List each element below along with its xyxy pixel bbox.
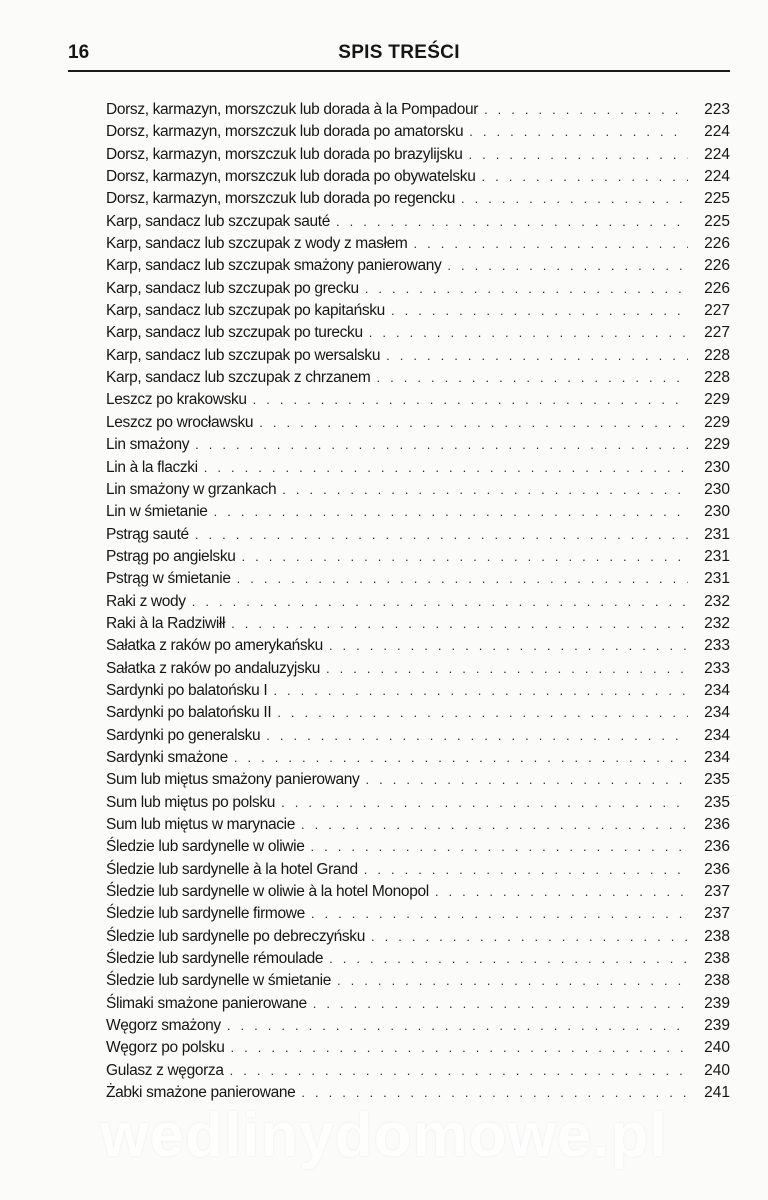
toc-entry-page: 230 bbox=[704, 480, 730, 498]
toc-entry bbox=[106, 121, 730, 143]
toc-entry-page: 227 bbox=[704, 324, 730, 342]
dot-leader bbox=[301, 814, 688, 836]
toc-entry-page: 232 bbox=[704, 592, 730, 610]
toc-entry-title: Leszcz po wrocławsku bbox=[106, 413, 254, 431]
toc-entry-title: Pstrąg sauté bbox=[106, 525, 189, 543]
toc-entry-title: Żabki smażone panierowane bbox=[106, 1084, 296, 1102]
toc-entry-title: Gulasz z węgorza bbox=[106, 1061, 224, 1079]
dot-leader bbox=[277, 702, 688, 724]
toc-entry-page: 226 bbox=[704, 257, 730, 275]
table-of-contents bbox=[106, 99, 730, 1104]
toc-entry bbox=[106, 211, 730, 233]
toc-entry-title: Karp, sandacz lub szczupak z wody z masłem bbox=[106, 235, 408, 253]
toc-entry-page: 236 bbox=[704, 838, 730, 856]
toc-entry-title: Karp, sandacz lub szczupak po grecku bbox=[106, 279, 359, 297]
toc-entry bbox=[106, 926, 730, 948]
toc-entry bbox=[106, 993, 730, 1015]
toc-entry bbox=[106, 859, 730, 881]
toc-entry bbox=[106, 188, 730, 210]
toc-entry-title: Sum lub miętus w marynacie bbox=[106, 816, 296, 833]
toc-entry-page: 239 bbox=[704, 994, 730, 1012]
toc-entry bbox=[106, 166, 730, 188]
toc-entry-title: Karp, sandacz lub szczupak z chrzanem bbox=[106, 369, 371, 387]
toc-entry-title: Leszcz po krakowsku bbox=[106, 391, 247, 409]
toc-entry bbox=[106, 233, 730, 255]
dot-leader bbox=[364, 859, 688, 881]
toc-entry-page: 234 bbox=[704, 704, 730, 722]
toc-entry-page: 225 bbox=[704, 212, 730, 230]
toc-entry bbox=[106, 613, 730, 635]
toc-entry-title: Karp, sandacz lub szczupak sauté bbox=[106, 212, 331, 230]
toc-entry-title: Śledzie lub sardynelle w oliwie à la hotel Monopol bbox=[106, 883, 429, 901]
dot-leader bbox=[242, 546, 689, 568]
dot-leader bbox=[237, 568, 688, 590]
toc-entry bbox=[106, 1015, 730, 1037]
toc-entry-page: 224 bbox=[704, 145, 730, 163]
toc-entry-title: Lin smażony w grzankach bbox=[106, 480, 277, 498]
toc-entry bbox=[106, 144, 730, 166]
toc-entry-page: 228 bbox=[704, 346, 730, 364]
toc-entry-page: 236 bbox=[704, 816, 730, 833]
dot-leader bbox=[234, 747, 688, 769]
toc-entry bbox=[106, 524, 730, 546]
toc-entry-page: 233 bbox=[704, 659, 730, 677]
toc-entry-page: 226 bbox=[704, 235, 730, 253]
toc-entry-title: Sardynki po balatońsku II bbox=[106, 704, 272, 722]
toc-entry-title: Karp, sandacz lub szczupak smażony panierowany bbox=[106, 257, 442, 275]
dot-leader bbox=[311, 903, 688, 925]
toc-entry bbox=[106, 1037, 730, 1059]
toc-entry bbox=[106, 970, 730, 992]
toc-entry-title: Pstrąg po angielsku bbox=[106, 547, 236, 565]
toc-entry bbox=[106, 345, 730, 367]
dot-leader bbox=[435, 881, 688, 903]
toc-entry-page: 229 bbox=[704, 436, 730, 454]
toc-entry bbox=[106, 725, 730, 747]
dot-leader bbox=[230, 1060, 688, 1082]
toc-entry-title: Śledzie lub sardynelle firmowe bbox=[106, 905, 305, 923]
toc-entry bbox=[106, 881, 730, 903]
toc-entry bbox=[106, 457, 730, 479]
toc-entry-title: Dorsz, karmazyn, morszczuk lub dorada po regencku bbox=[106, 190, 455, 208]
dot-leader bbox=[481, 166, 688, 188]
dot-leader bbox=[253, 389, 688, 411]
toc-entry-page: 238 bbox=[704, 927, 730, 945]
toc-entry-page: 235 bbox=[704, 771, 730, 789]
toc-entry-page: 240 bbox=[704, 1061, 730, 1079]
dot-leader bbox=[227, 1015, 688, 1037]
toc-entry-page: 224 bbox=[704, 123, 730, 141]
toc-entry-title: Dorsz, karmazyn, morszczuk lub dorada po obywatelsku bbox=[106, 168, 476, 186]
dot-leader bbox=[329, 635, 688, 657]
toc-entry-page: 225 bbox=[704, 190, 730, 208]
toc-entry bbox=[106, 367, 730, 389]
toc-entry-title: Dorsz, karmazyn, morszczuk lub dorada po brazylijsku bbox=[106, 145, 463, 163]
toc-entry-page: 227 bbox=[704, 302, 730, 320]
dot-leader bbox=[204, 457, 688, 479]
dot-leader bbox=[376, 367, 688, 389]
toc-entry-title: Sardynki po generalsku bbox=[106, 726, 261, 744]
dot-leader bbox=[259, 412, 688, 434]
toc-entry bbox=[106, 501, 730, 523]
dot-leader bbox=[365, 278, 688, 300]
toc-entry-page: 231 bbox=[704, 570, 730, 588]
toc-entry-title: Śledzie lub sardynelle po debreczyńsku bbox=[106, 927, 365, 945]
dot-leader bbox=[214, 501, 688, 523]
toc-entry-title: Śledzie lub sardynelle à la hotel Grand bbox=[106, 860, 358, 878]
dot-leader bbox=[266, 725, 688, 747]
toc-entry-title: Śledzie lub sardynelle w oliwie bbox=[106, 838, 305, 856]
toc-entry bbox=[106, 546, 730, 568]
toc-entry-page: 238 bbox=[704, 972, 730, 990]
toc-entry-title: Karp, sandacz lub szczupak po wersalsku bbox=[106, 346, 381, 364]
dot-leader bbox=[336, 211, 688, 233]
toc-entry-title: Karp, sandacz lub szczupak po turecku bbox=[106, 324, 363, 342]
toc-entry-title: Lin à la flaczki bbox=[106, 458, 198, 476]
toc-entry bbox=[106, 322, 730, 344]
toc-entry-page: 234 bbox=[704, 748, 730, 766]
toc-entry-title: Sum lub miętus smażony panierowany bbox=[106, 771, 360, 789]
toc-entry-title: Lin smażony bbox=[106, 436, 190, 454]
toc-entry bbox=[106, 591, 730, 613]
toc-entry bbox=[106, 1060, 730, 1082]
toc-entry-title: Sum lub miętus po polsku bbox=[106, 793, 276, 811]
toc-entry bbox=[106, 1082, 730, 1104]
toc-entry bbox=[106, 300, 730, 322]
toc-entry bbox=[106, 389, 730, 411]
toc-entry-page: 231 bbox=[704, 547, 730, 565]
dot-leader bbox=[369, 322, 688, 344]
toc-entry-title: Raki à la Radziwiłł bbox=[106, 614, 226, 632]
dot-leader bbox=[365, 769, 688, 791]
dot-leader bbox=[311, 836, 688, 858]
toc-entry-page: 240 bbox=[704, 1039, 730, 1057]
page-header bbox=[68, 42, 730, 72]
watermark: wedlinydomowe.pl bbox=[100, 1101, 668, 1170]
toc-entry-page: 236 bbox=[704, 860, 730, 878]
dot-leader bbox=[195, 524, 688, 546]
toc-entry bbox=[106, 479, 730, 501]
dot-leader bbox=[469, 121, 688, 143]
toc-entry-title: Sałatka z raków po andaluzyjsku bbox=[106, 659, 321, 677]
toc-entry bbox=[106, 278, 730, 300]
toc-entry-page: 231 bbox=[704, 525, 730, 543]
toc-entry-title: Węgorz po polsku bbox=[106, 1039, 225, 1057]
toc-entry bbox=[106, 948, 730, 970]
toc-entry-title: Lin w śmietanie bbox=[106, 503, 208, 521]
toc-entry-page: 241 bbox=[704, 1084, 730, 1102]
dot-leader bbox=[413, 233, 688, 255]
toc-entry-page: 237 bbox=[704, 883, 730, 901]
toc-entry bbox=[106, 635, 730, 657]
toc-entry-page: 234 bbox=[704, 681, 730, 699]
dot-leader bbox=[282, 479, 688, 501]
toc-entry bbox=[106, 747, 730, 769]
toc-entry bbox=[106, 903, 730, 925]
dot-leader bbox=[281, 792, 688, 814]
toc-entry-page: 224 bbox=[704, 168, 730, 186]
dot-leader bbox=[371, 926, 688, 948]
toc-entry-page: 230 bbox=[704, 458, 730, 476]
toc-entry-title: Pstrąg w śmietanie bbox=[106, 570, 231, 588]
toc-entry-title: Węgorz smażony bbox=[106, 1017, 221, 1035]
dot-leader bbox=[447, 255, 688, 277]
dot-leader bbox=[313, 993, 688, 1015]
toc-entry-title: Sałatka z raków po amerykańsku bbox=[106, 637, 323, 655]
toc-entry-page: 226 bbox=[704, 279, 730, 297]
dot-leader bbox=[391, 300, 688, 322]
toc-entry bbox=[106, 255, 730, 277]
dot-leader bbox=[329, 948, 688, 970]
toc-entry bbox=[106, 434, 730, 456]
toc-entry-title: Sardynki po balatońsku I bbox=[106, 681, 268, 699]
dot-leader bbox=[326, 658, 688, 680]
toc-entry-page: 235 bbox=[704, 793, 730, 811]
toc-entry-title: Sardynki smażone bbox=[106, 748, 228, 766]
toc-entry-page: 223 bbox=[704, 101, 730, 118]
toc-entry bbox=[106, 814, 730, 836]
dot-leader bbox=[484, 99, 688, 121]
dot-leader bbox=[337, 970, 688, 992]
toc-entry bbox=[106, 680, 730, 702]
toc-entry-title: Karp, sandacz lub szczupak po kapitańsku bbox=[106, 302, 385, 320]
toc-entry bbox=[106, 99, 730, 121]
dot-leader bbox=[469, 144, 688, 166]
toc-entry-page: 239 bbox=[704, 1017, 730, 1035]
toc-entry bbox=[106, 769, 730, 791]
toc-entry-title: Śledzie lub sardynelle w śmietanie bbox=[106, 972, 332, 990]
toc-entry bbox=[106, 836, 730, 858]
dot-leader bbox=[273, 680, 688, 702]
dot-leader bbox=[301, 1082, 688, 1104]
dot-leader bbox=[461, 188, 688, 210]
dot-leader bbox=[386, 345, 688, 367]
toc-entry-title: Raki z wody bbox=[106, 592, 186, 610]
toc-entry bbox=[106, 658, 730, 680]
toc-entry-title: Ślimaki smażone panierowane bbox=[106, 994, 307, 1012]
toc-entry-page: 229 bbox=[704, 391, 730, 409]
toc-entry-page: 232 bbox=[704, 614, 730, 632]
dot-leader bbox=[192, 591, 688, 613]
toc-entry-title: Śledzie lub sardynelle rémoulade bbox=[106, 950, 324, 968]
toc-entry bbox=[106, 792, 730, 814]
toc-entry-page: 233 bbox=[704, 637, 730, 655]
toc-entry bbox=[106, 702, 730, 724]
toc-entry bbox=[106, 568, 730, 590]
dot-leader bbox=[195, 434, 688, 456]
toc-entry bbox=[106, 412, 730, 434]
toc-entry-page: 237 bbox=[704, 905, 730, 923]
toc-entry-page: 228 bbox=[704, 369, 730, 387]
toc-entry-title: Dorsz, karmazyn, morszczuk lub dorada po amatorsku bbox=[106, 123, 464, 141]
toc-entry-page: 230 bbox=[704, 503, 730, 521]
dot-leader bbox=[230, 1037, 688, 1059]
toc-entry-title: Dorsz, karmazyn, morszczuk lub dorada à la Pompadour bbox=[106, 101, 479, 118]
page-number: 16 bbox=[68, 42, 90, 63]
dot-leader bbox=[231, 613, 688, 635]
page-title: SPIS TREŚCI bbox=[338, 42, 460, 63]
toc-entry-page: 234 bbox=[704, 726, 730, 744]
toc-entry-page: 238 bbox=[704, 950, 730, 968]
toc-entry-page: 229 bbox=[704, 413, 730, 431]
